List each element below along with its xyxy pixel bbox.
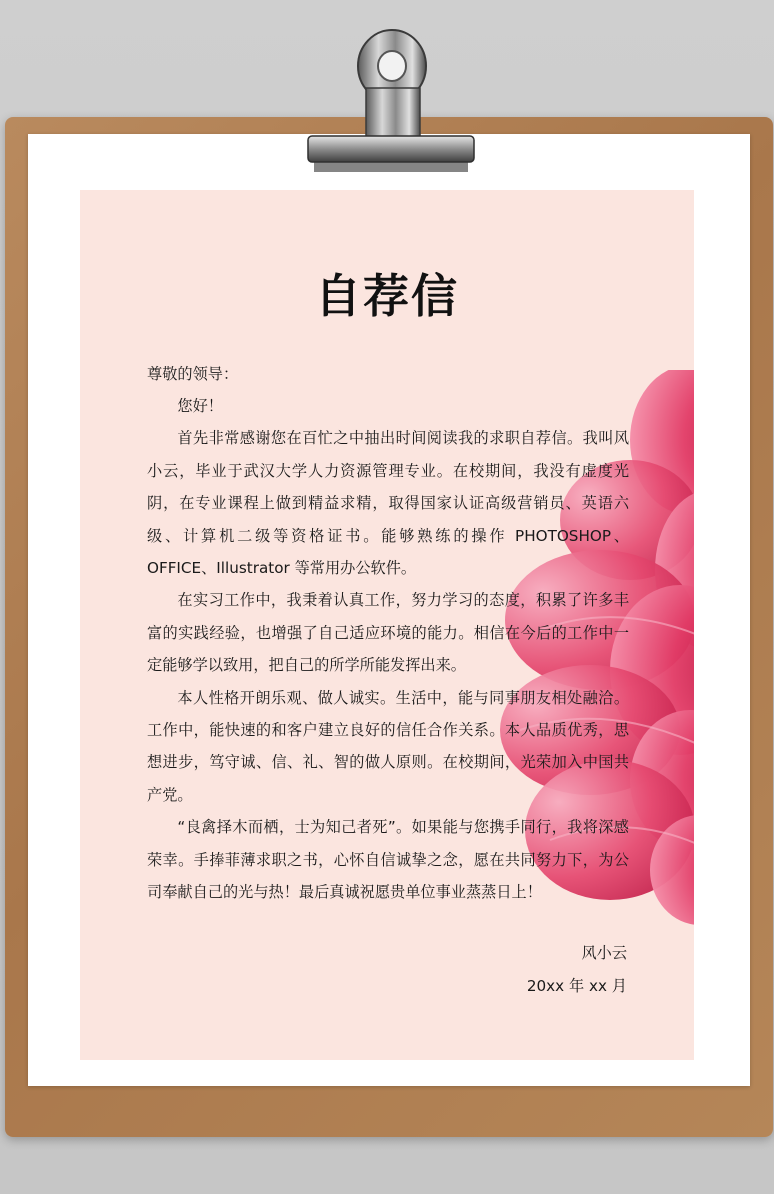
binder-clip bbox=[300, 24, 480, 178]
body-paragraph: 本人性格开朗乐观、做人诚实。生活中，能与同事朋友相处融洽。工作中，能快速的和客户建立良好的信任合作关系。本人品质优秀，思想进步，笃守诚、信、礼、智的做人原则。在校期间，光荣加入中国共产党。 bbox=[147, 688, 629, 804]
body-paragraph: 在实习工作中，我秉着认真工作，努力学习的态度，积累了许多丰富的实践经验，也增强了自己适应环境的能力。相信在今后的工作中一定能够学以致用，把自己的所学所能发挥出来。 bbox=[147, 591, 629, 675]
letter-title: 自荐信 bbox=[315, 269, 459, 323]
salutation: 尊敬的领导： bbox=[147, 365, 239, 383]
letter-body bbox=[147, 390, 629, 909]
letter-page bbox=[80, 190, 694, 1060]
body-paragraph: “良禽择木而栖，士为知己者死”。如果能与您携手同行，我将深感荣幸。手捧菲薄求职之书，心怀自信诚挚之念，愿在共同努力下，为公司奉献自己的光与热！最后真诚祝愿贵单位事业蒸蒸日上！ bbox=[147, 818, 629, 902]
letter-date: 20xx 年 xx 月 bbox=[526, 977, 627, 995]
signature: 风小云 bbox=[581, 944, 627, 962]
greeting-paragraph: 您好！ bbox=[177, 397, 223, 415]
body-paragraph: 首先非常感谢您在百忙之中抽出时间阅读我的求职自荐信。我叫风小云，毕业于武汉大学人力资源管理专业。在校期间，我没有虚度光阴，在专业课程上做到精益求精，取得国家认证高级营销员、英语六级、计算机二级等资格证书。能够熟练的操作 PHOTOSHOP、OFFICE、Illustrator 等常用办公软件。 bbox=[147, 429, 629, 578]
